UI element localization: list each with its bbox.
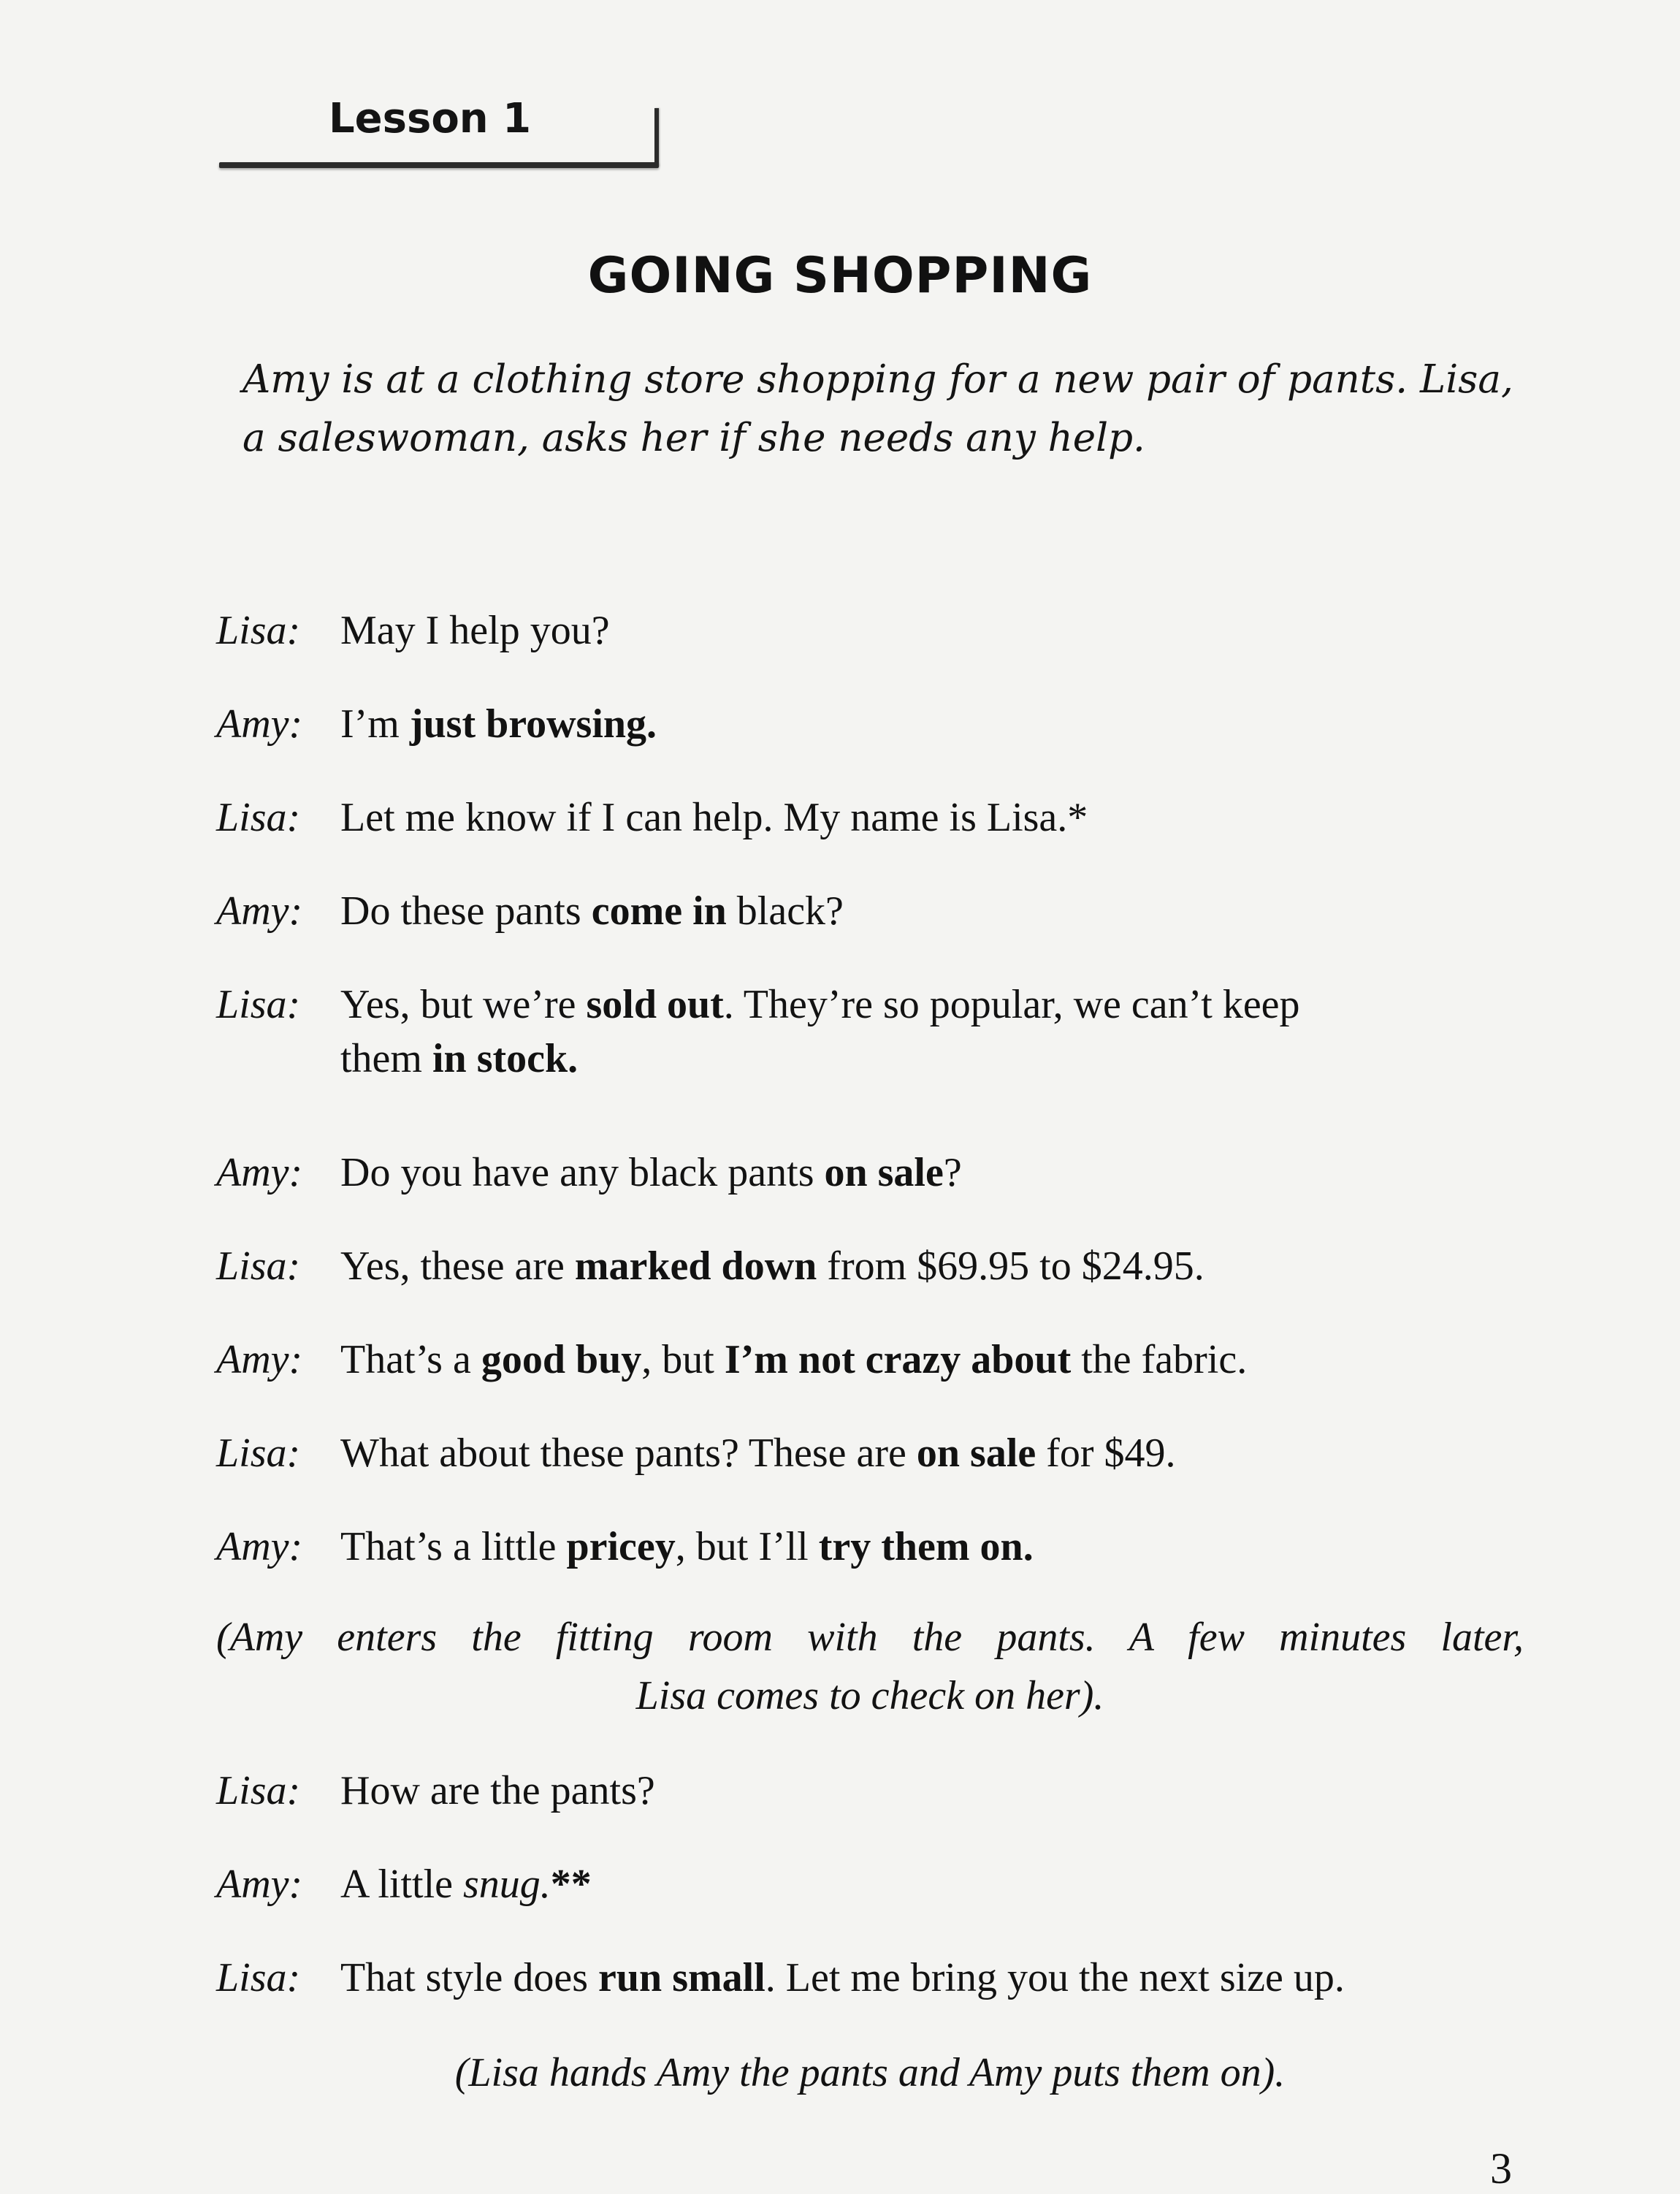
- speaker-name: Lisa:: [216, 1955, 301, 2000]
- dialogue-text-run: Let me know if I can help. My name is Lisa.*: [340, 795, 1088, 840]
- dialogue-text-run: **: [550, 1862, 592, 1907]
- dialogue-text-run: Do these pants: [340, 888, 592, 934]
- dialogue-text-run: . Let me bring you the next size up.: [765, 1955, 1345, 2000]
- dialogue-utterance: [340, 978, 1524, 1086]
- dialogue-text-run: the fabric.: [1071, 1337, 1248, 1382]
- dialogue-text-run: That’s a: [340, 1337, 481, 1382]
- dialogue-text-run: just browsing.: [409, 701, 657, 747]
- speaker-name: Lisa:: [216, 608, 301, 653]
- speaker-name: Amy:: [216, 701, 303, 747]
- dialogue-text-run: pricey: [566, 1524, 676, 1569]
- dialogue-utterance: [340, 697, 1524, 751]
- dialogue-text-run: on sale: [916, 1431, 1036, 1476]
- dialogue-text-run: ?: [943, 1150, 962, 1195]
- dialogue-text-run: Yes, these are: [340, 1243, 575, 1289]
- intro-line: a saleswoman, asks her if she needs any help.: [243, 416, 1145, 460]
- speaker-name: Amy:: [216, 1862, 303, 1907]
- dialogue-text-run: try them on.: [818, 1524, 1034, 1569]
- dialogue-text-run: for $49.: [1036, 1431, 1176, 1476]
- dialogue-text-run: good buy: [481, 1337, 642, 1382]
- page-number: 3: [1490, 2144, 1512, 2193]
- dialogue-text-run: What about these pants? These are: [340, 1431, 917, 1476]
- dialogue-text-run: marked down: [574, 1243, 817, 1289]
- dialogue-text-run: How are the pants?: [340, 1768, 655, 1813]
- dialogue-text-run: them: [340, 1036, 432, 1081]
- speaker-name: Lisa:: [216, 795, 301, 840]
- lesson-label: Lesson 1: [329, 95, 532, 142]
- dialogue-text-run: from $69.95 to $24.95.: [817, 1243, 1204, 1289]
- dialogue-text-run: on sale: [824, 1150, 944, 1195]
- stage-direction: (Amy enters the fitting room with the pants. A few minutes later,: [216, 1615, 1524, 1660]
- dialogue-text-run: in stock.: [432, 1036, 579, 1081]
- dialogue-text-run: That style does: [340, 1955, 599, 2000]
- dialogue-utterance: [340, 1951, 1524, 2005]
- speaker-name: Amy:: [216, 888, 303, 934]
- dialogue-text-run: snug.: [463, 1862, 551, 1907]
- stage-direction: (Lisa hands Amy the pants and Amy puts them on).: [454, 2050, 1286, 2095]
- speaker-name: Lisa:: [216, 1768, 301, 1813]
- dialogue-utterance: [340, 1426, 1524, 1480]
- speaker-name: Lisa:: [216, 1431, 301, 1476]
- dialogue-text-run: That’s a little: [340, 1524, 567, 1569]
- dialogue-text-run: Yes, but we’re: [340, 982, 587, 1027]
- intro-line: Amy is at a clothing store shopping for a new pair of pants. Lisa,: [243, 357, 1513, 402]
- dialogue-text-run: I’m: [340, 701, 410, 747]
- speaker-name: Amy:: [216, 1524, 303, 1569]
- dialogue-utterance: [340, 1764, 1524, 1818]
- dialogue-text-run: A little: [340, 1862, 463, 1907]
- dialogue-utterance: [340, 1146, 1524, 1200]
- page-title: GOING SHOPPING: [587, 247, 1093, 305]
- dialogue-utterance: [340, 603, 1524, 658]
- dialogue-text-run: Do you have any black pants: [340, 1150, 825, 1195]
- dialogue-utterance: [340, 1520, 1524, 1574]
- dialogue-utterance: [340, 791, 1524, 845]
- dialogue-text-run: sold out: [586, 982, 724, 1027]
- dialogue-utterance: [340, 1333, 1524, 1387]
- speaker-name: Amy:: [216, 1150, 303, 1195]
- speaker-name: Amy:: [216, 1337, 303, 1382]
- speaker-name: Lisa:: [216, 1243, 301, 1289]
- dialogue-text-run: come in: [591, 888, 727, 934]
- dialogue-text-run: . They’re so popular, we can’t keep: [723, 982, 1300, 1027]
- stage-direction: Lisa comes to check on her).: [635, 1673, 1104, 1718]
- dialogue-text-run: May I help you?: [340, 608, 610, 653]
- dialogue-text-run: , but I’ll: [675, 1524, 819, 1569]
- dialogue-text-run: black?: [726, 888, 844, 934]
- dialogue-text-run: I’m not crazy about: [724, 1337, 1072, 1382]
- dialogue-utterance: [340, 1857, 1524, 1911]
- speaker-name: Lisa:: [216, 982, 301, 1027]
- dialogue-text-run: , but: [641, 1337, 725, 1382]
- dialogue-text-run: run small: [598, 1955, 765, 2000]
- dialogue-utterance: [340, 1239, 1524, 1293]
- dialogue-utterance: [340, 884, 1524, 938]
